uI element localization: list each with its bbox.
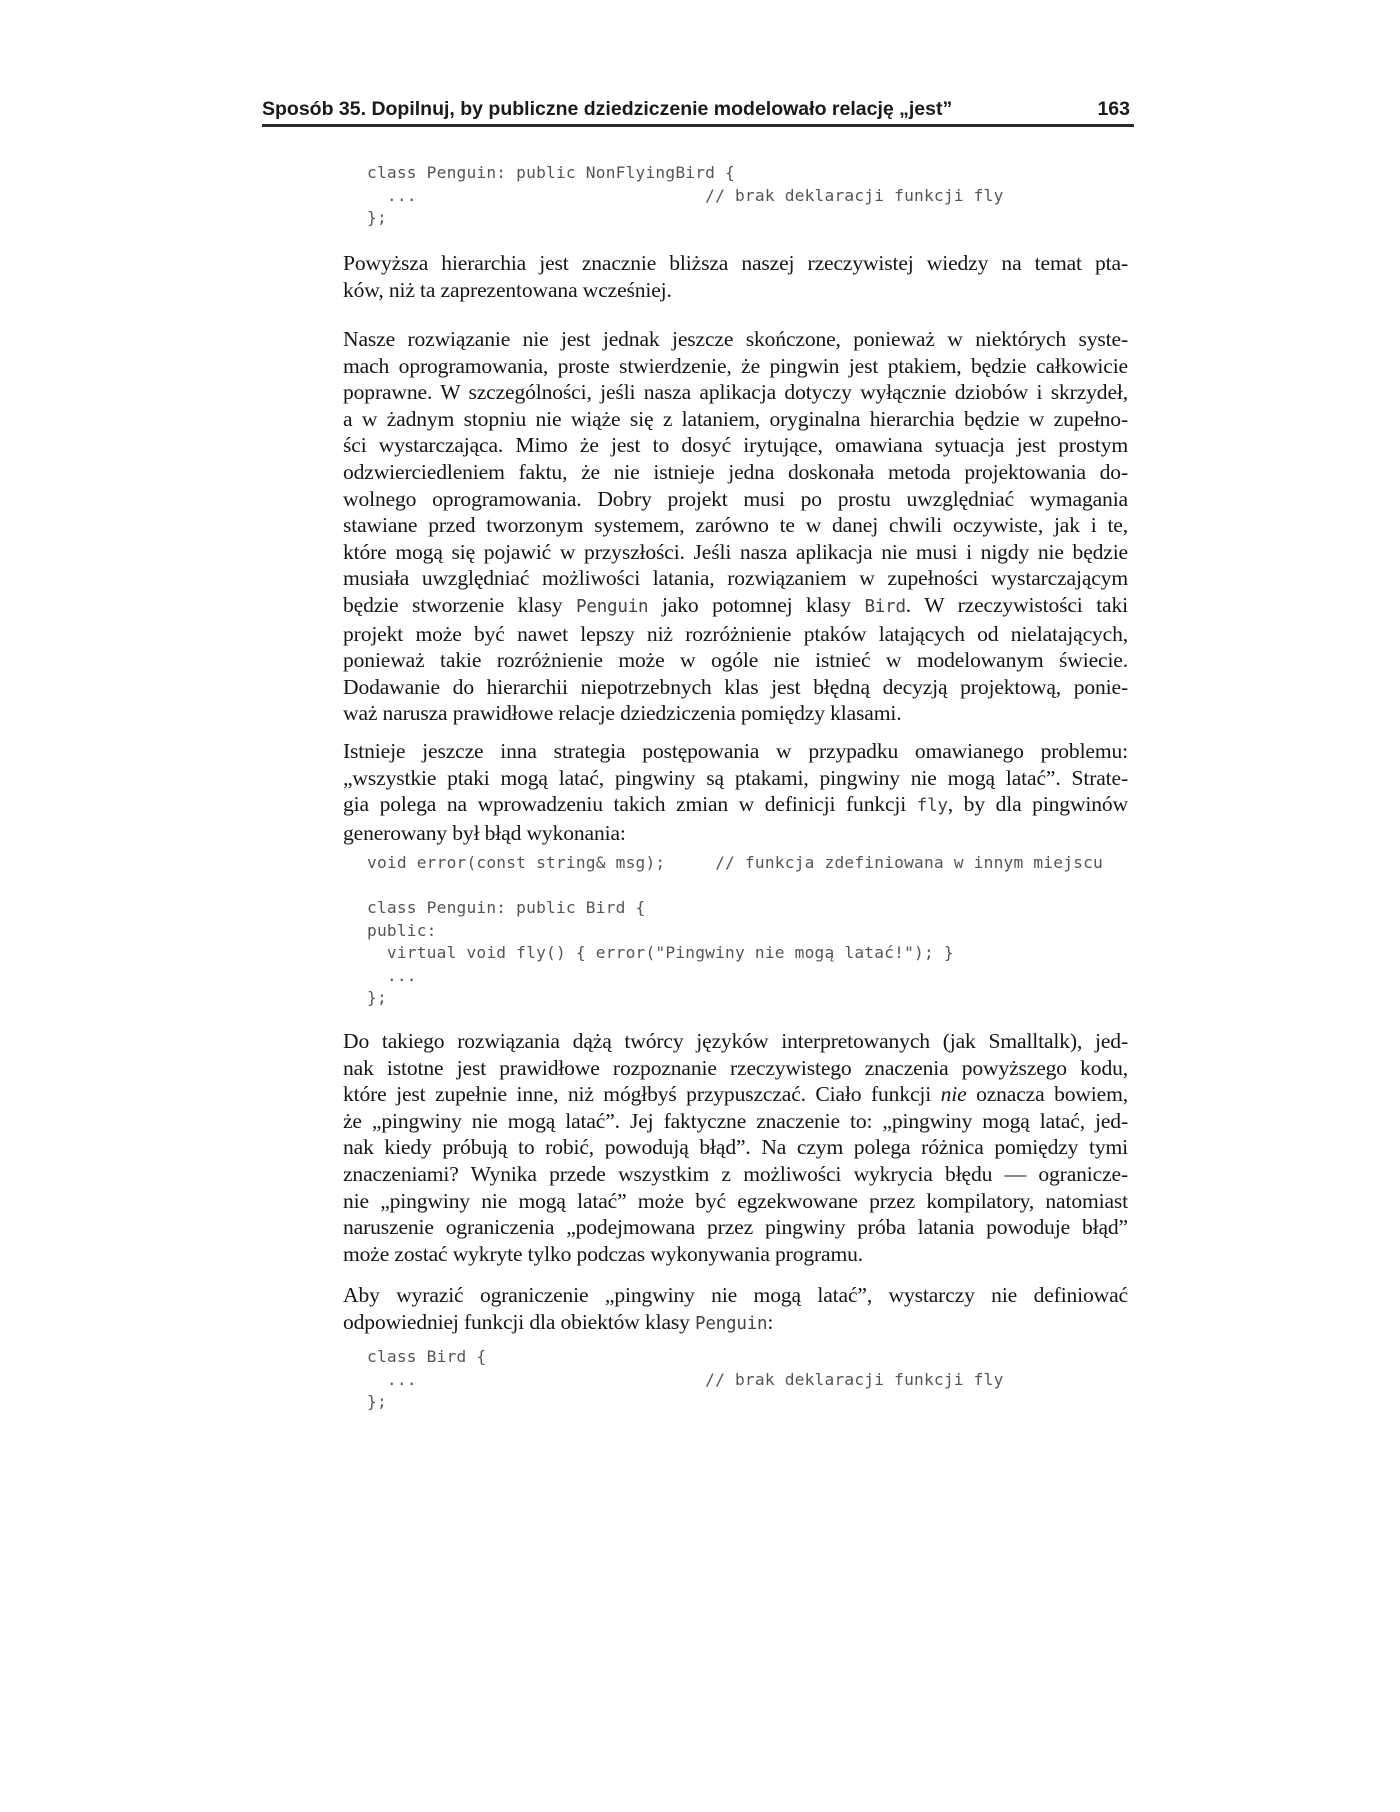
text-run: gia polega na wprowadzeniu takich zmian w definicji funkcji bbox=[343, 792, 917, 817]
paragraph bbox=[343, 1028, 1128, 1267]
code-line: }; bbox=[367, 988, 387, 1007]
text-run: będzie stworzenie klasy bbox=[343, 592, 577, 617]
paragraph bbox=[343, 1282, 1128, 1337]
code-line: }; bbox=[367, 1392, 387, 1411]
text-line: mach oprogramowania, proste stwierdzenie, że pingwin jest ptakiem, będzie całkowicie bbox=[343, 353, 1128, 378]
emphasis: nie bbox=[940, 1082, 967, 1107]
code-block-bird bbox=[367, 1346, 1004, 1414]
text-line: wolnego oprogramowania. Dobry projekt musi po prostu uwzględniać wymagania bbox=[343, 486, 1128, 511]
page-number: 163 bbox=[1097, 98, 1130, 120]
code-line: }; bbox=[367, 208, 387, 227]
text-line: które mogą się pojawić w przyszłości. Jeśli nasza aplikacja nie musi i nigdy nie będzie bbox=[343, 539, 1128, 564]
text-line: nak kiedy próbują to robić, powodują błąd”. Na czym polega różnica pomiędzy tymi bbox=[343, 1135, 1128, 1160]
inline-code: Bird bbox=[864, 596, 906, 617]
code-line: class Penguin: public Bird { bbox=[367, 898, 646, 917]
code-block-penguin-nonflying bbox=[367, 162, 1004, 230]
text-line: Do takiego rozwiązania dążą twórcy języków interpretowanych (jak Smalltalk), jed- bbox=[343, 1029, 1128, 1053]
text-run: oznacza bowiem, bbox=[966, 1082, 1128, 1107]
paragraph bbox=[343, 738, 1128, 846]
text-line: znaczeniami? Wynika przede wszystkim z możliwości wykrycia błędu — ogranicze- bbox=[343, 1161, 1128, 1186]
code-line: public: bbox=[367, 920, 437, 940]
text-line: Dodawanie do hierarchii niepotrzebnych klas jest błędną decyzją projektową, ponie- bbox=[343, 674, 1128, 699]
paragraph bbox=[343, 250, 1128, 303]
text-line: Istnieje jeszcze inna strategia postępowania w przypadku omawianego problemu: bbox=[343, 739, 1128, 763]
text-line: Nasze rozwiązanie nie jest jednak jeszcze skończone, ponieważ w niektórych syste- bbox=[343, 327, 1128, 351]
text-line: waż narusza prawidłowe relacje dziedziczenia pomiędzy klasami. bbox=[343, 701, 902, 726]
text-line: może zostać wykryte tylko podczas wykonywania programu. bbox=[343, 1241, 864, 1266]
text-run: , by dla pingwinów bbox=[947, 792, 1128, 817]
text-line: Powyższa hierarchia jest znacznie bliższa naszej rzeczywistej wiedzy na temat pta- bbox=[343, 251, 1128, 275]
chapter-title: Sposób 35. Dopilnuj, by publiczne dziedziczenie modelowało relację „jest” bbox=[262, 98, 953, 120]
text-line: ści wystarczająca. Mimo że jest to dosyć irytujące, omawiana sytuacja jest prostym bbox=[343, 433, 1128, 458]
text-line: nie „pingwiny nie mogą latać” może być egzekwowane przez kompilatory, natomiast bbox=[343, 1188, 1128, 1213]
text-line: generowany był błąd wykonania: bbox=[343, 820, 626, 845]
inline-code: Penguin bbox=[695, 1313, 768, 1334]
code-block-penguin-error bbox=[367, 852, 1103, 1010]
code-line: virtual void fly() { error("Pingwiny nie mogą latać!"); } bbox=[367, 943, 954, 962]
text-line: musiała uwzględniać możliwości latania, rozwiązaniem w zupełności wystarczającym bbox=[343, 566, 1128, 591]
text-line: naruszenie ograniczenia „podejmowana przez pingwiny próba latania powoduje błąd” bbox=[343, 1215, 1128, 1240]
text-line: że „pingwiny nie mogą latać”. Jej faktyczne znaczenie to: „pingwiny mogą latać, jed- bbox=[343, 1108, 1128, 1133]
inline-code: Penguin bbox=[576, 596, 649, 617]
text-line bbox=[343, 592, 1128, 621]
text-line: odzwierciedleniem faktu, że nie istnieje jedna doskonała metoda projektowania do- bbox=[343, 459, 1128, 484]
inline-code: fly bbox=[916, 796, 948, 817]
text-line: ków, niż ta zaprezentowana wcześniej. bbox=[343, 277, 672, 302]
text-run: które jest zupełnie inne, niż mógłbyś przypuszczać. Ciało funkcji bbox=[343, 1082, 941, 1107]
header-rule bbox=[262, 124, 1134, 127]
code-line: ... // brak deklaracji funkcji fly bbox=[367, 185, 1004, 205]
text-line: ponieważ takie rozróżnienie może w ogóle nie istnieć w modelowanym świecie. bbox=[343, 648, 1128, 673]
text-line bbox=[343, 1309, 1128, 1338]
text-line bbox=[343, 1081, 1128, 1108]
code-line: void error(const string& msg); // funkcja zdefiniowana w innym miejscu bbox=[367, 853, 1103, 872]
text-line: stawiane przed tworzonym systemem, zarówno te w danej chwili oczywiste, jak i te, bbox=[343, 513, 1128, 538]
code-line: ... // brak deklaracji funkcji fly bbox=[367, 1369, 1004, 1389]
text-run: : bbox=[767, 1309, 774, 1334]
code-line: class Bird { bbox=[367, 1347, 487, 1366]
code-line: ... bbox=[367, 965, 417, 985]
text-line: Aby wyrazić ograniczenie „pingwiny nie mogą latać”, wystarczy nie definiować bbox=[343, 1283, 1128, 1307]
code-line: class Penguin: public NonFlyingBird { bbox=[367, 163, 735, 182]
text-run: . W rzeczywistości taki bbox=[905, 592, 1128, 617]
running-header bbox=[262, 98, 1132, 124]
text-run: jako potomnej klasy bbox=[648, 592, 865, 617]
text-line: „wszystkie ptaki mogą latać, pingwiny są ptakami, pingwiny nie mogą latać”. Strate- bbox=[343, 765, 1128, 790]
text-line bbox=[343, 791, 1128, 820]
text-line: a w żadnym stopniu nie wiąże się z lataniem, oryginalna hierarchia będzie w zupełno- bbox=[343, 406, 1128, 431]
text-line: nak istotne jest prawidłowe rozpoznanie rzeczywistego znaczenia powyższego kodu, bbox=[343, 1055, 1128, 1080]
text-line: projekt może być nawet lepszy niż rozróżnienie ptaków latających od nielatających, bbox=[343, 621, 1128, 646]
text-run: odpowiedniej funkcji dla obiektów klasy bbox=[343, 1309, 696, 1334]
paragraph bbox=[343, 326, 1128, 727]
text-line: poprawne. W szczególności, jeśli nasza aplikacja dotyczy wyłącznie dziobów i skrzydeł, bbox=[343, 380, 1128, 405]
